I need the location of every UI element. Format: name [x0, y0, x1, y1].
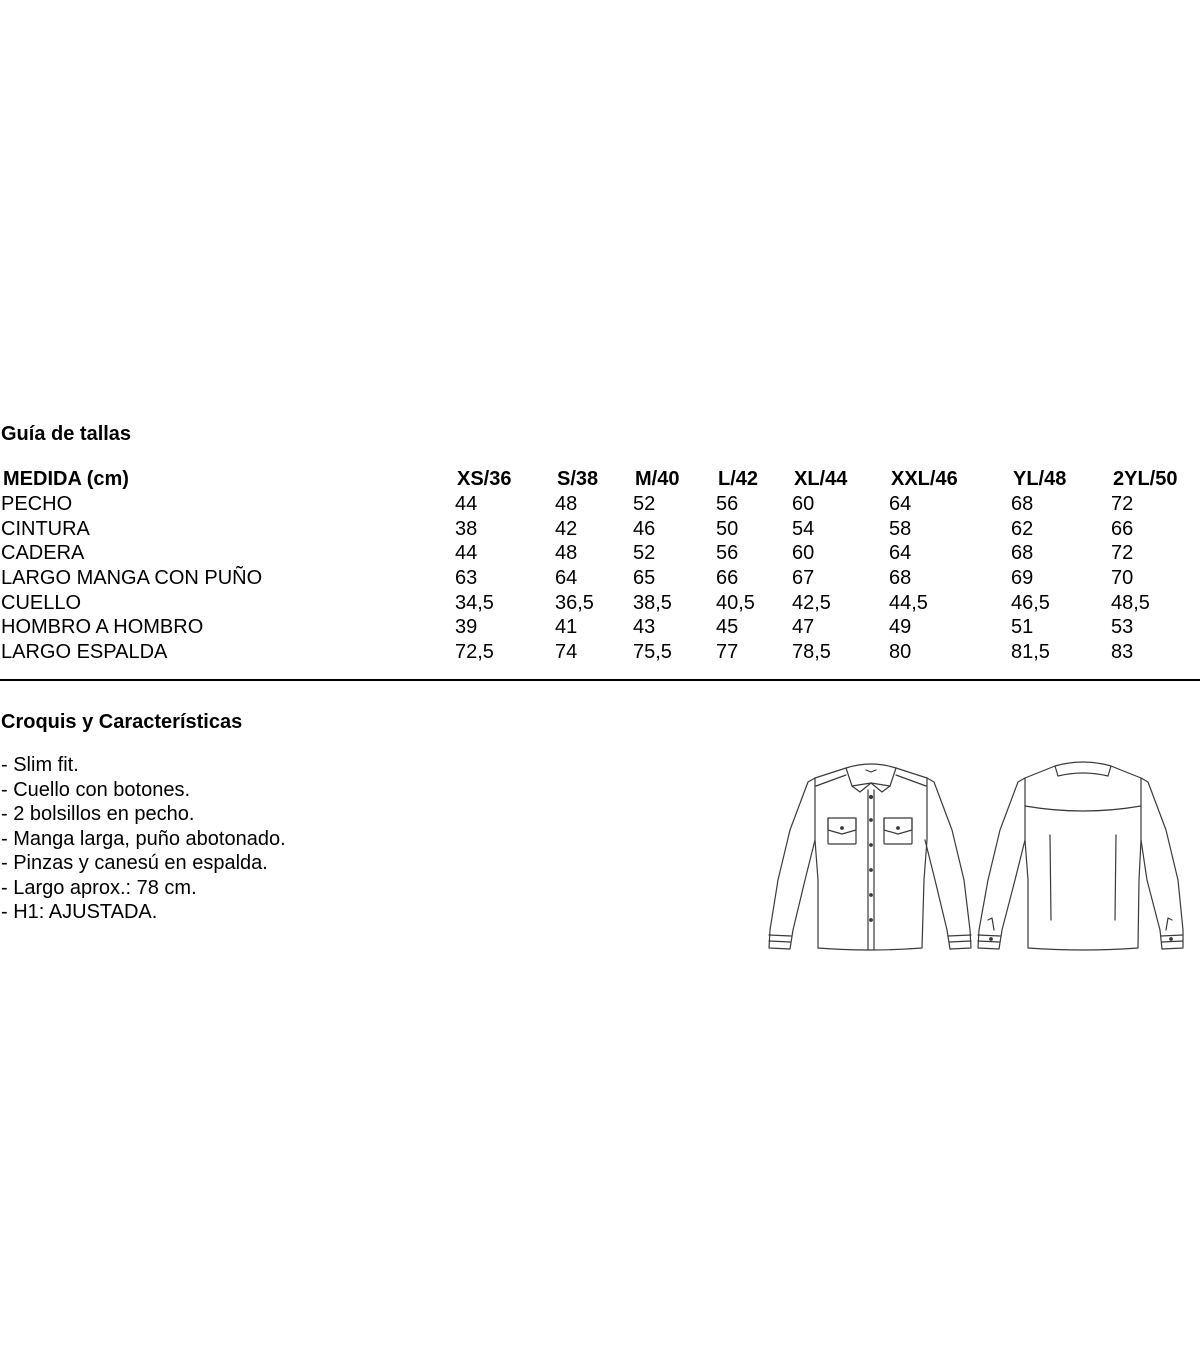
measure-value: 52: [633, 542, 656, 565]
feature-item: - Manga larga, puño abotonado.: [1, 827, 286, 850]
measure-value: 81,5: [1011, 641, 1050, 664]
size-table-header-row: [0, 467, 1200, 492]
measure-value: 66: [716, 567, 739, 590]
size-table: [0, 467, 1200, 665]
measure-value: 77: [716, 641, 739, 664]
measure-value: 64: [555, 567, 578, 590]
measure-value: 39: [455, 616, 478, 639]
size-header: XL/44: [794, 468, 848, 491]
measure-value: 53: [1111, 616, 1134, 639]
measure-value: 46: [633, 517, 656, 540]
measure-value: 46,5: [1011, 591, 1050, 614]
measure-value: 62: [1011, 517, 1034, 540]
table-row: [0, 492, 1200, 517]
measure-value: 50: [716, 517, 739, 540]
size-header: M/40: [635, 468, 680, 491]
measure-value: 42: [555, 517, 578, 540]
measure-value: 44,5: [889, 591, 928, 614]
measure-value: 52: [633, 493, 656, 516]
measure-value: 66: [1111, 517, 1134, 540]
shirt-front-back-sketch-icon: [760, 750, 1190, 960]
measure-value: 80: [889, 641, 912, 664]
measure-value: 49: [889, 616, 912, 639]
measure-header: MEDIDA (cm): [3, 468, 129, 491]
measure-value: 67: [792, 567, 815, 590]
feature-item: - H1: AJUSTADA.: [1, 901, 158, 923]
feature-item: - Slim fit.: [1, 754, 79, 776]
shirt-front-icon: [769, 764, 971, 950]
measure-value: 48,5: [1111, 591, 1150, 614]
measure-value: 70: [1111, 567, 1134, 590]
measure-label: CINTURA: [1, 517, 90, 540]
measure-value: 68: [1011, 493, 1034, 516]
measure-value: 72: [1111, 542, 1134, 565]
table-row: [0, 516, 1200, 541]
table-row: [0, 541, 1200, 566]
measure-value: 34,5: [455, 591, 494, 614]
size-header: S/38: [557, 468, 599, 491]
size-header: XS/36: [457, 468, 512, 491]
measure-value: 72: [1111, 493, 1134, 516]
table-row: [0, 615, 1200, 640]
measure-value: 56: [716, 542, 739, 565]
sketch-section-title: Croquis y Características: [1, 711, 243, 733]
table-row: [0, 640, 1200, 665]
measure-value: 44: [455, 542, 478, 565]
measure-value: 45: [716, 616, 739, 639]
measure-value: 42,5: [792, 591, 831, 614]
measure-value: 48: [555, 542, 578, 565]
measure-label: LARGO MANGA CON PUÑO: [1, 567, 263, 590]
measure-value: 58: [889, 517, 912, 540]
measure-label: CADERA: [1, 542, 85, 565]
measure-value: 48: [555, 493, 578, 516]
measure-value: 47: [792, 616, 815, 639]
measure-value: 69: [1011, 567, 1034, 590]
measure-value: 60: [792, 542, 815, 565]
feature-item: - Largo aprox.: 78 cm.: [1, 876, 197, 899]
measure-value: 43: [633, 616, 656, 639]
feature-item: - Pinzas y canesú en espalda.: [1, 852, 268, 874]
table-row: [0, 566, 1200, 591]
size-header: YL/48: [1013, 468, 1067, 491]
measure-value: 51: [1011, 616, 1034, 639]
measure-value: 38: [455, 517, 478, 540]
measure-value: 74: [555, 641, 578, 664]
feature-item: - Cuello con botones.: [1, 778, 191, 801]
measure-value: 44: [455, 493, 478, 516]
measure-label: PECHO: [1, 493, 73, 516]
size-header: 2YL/50: [1113, 468, 1178, 491]
measure-label: LARGO ESPALDA: [1, 641, 168, 664]
measure-value: 40,5: [716, 591, 755, 614]
shirt-back-icon: [978, 762, 1183, 950]
size-header: L/42: [718, 468, 759, 491]
size-guide-title: Guía de tallas: [1, 423, 132, 445]
measure-value: 68: [889, 567, 912, 590]
measure-value: 60: [792, 493, 815, 516]
feature-item: - 2 bolsillos en pecho.: [1, 803, 195, 825]
measure-value: 38,5: [633, 591, 672, 614]
measure-value: 36,5: [555, 591, 594, 614]
measure-value: 64: [889, 493, 912, 516]
size-header: XXL/46: [891, 468, 958, 491]
measure-value: 65: [633, 567, 656, 590]
measure-value: 75,5: [633, 641, 672, 664]
measure-value: 41: [555, 616, 578, 639]
measure-value: 78,5: [792, 641, 831, 664]
section-divider: [0, 679, 1200, 681]
features-list: [1, 753, 286, 925]
measure-value: 54: [792, 517, 815, 540]
table-row: [0, 590, 1200, 615]
measure-value: 72,5: [455, 641, 494, 664]
measure-value: 64: [889, 542, 912, 565]
measure-value: 56: [716, 493, 739, 516]
measure-label: HOMBRO A HOMBRO: [1, 616, 204, 639]
measure-label: CUELLO: [1, 591, 82, 614]
measure-value: 83: [1111, 641, 1134, 664]
measure-value: 68: [1011, 542, 1034, 565]
measure-value: 63: [455, 567, 478, 590]
